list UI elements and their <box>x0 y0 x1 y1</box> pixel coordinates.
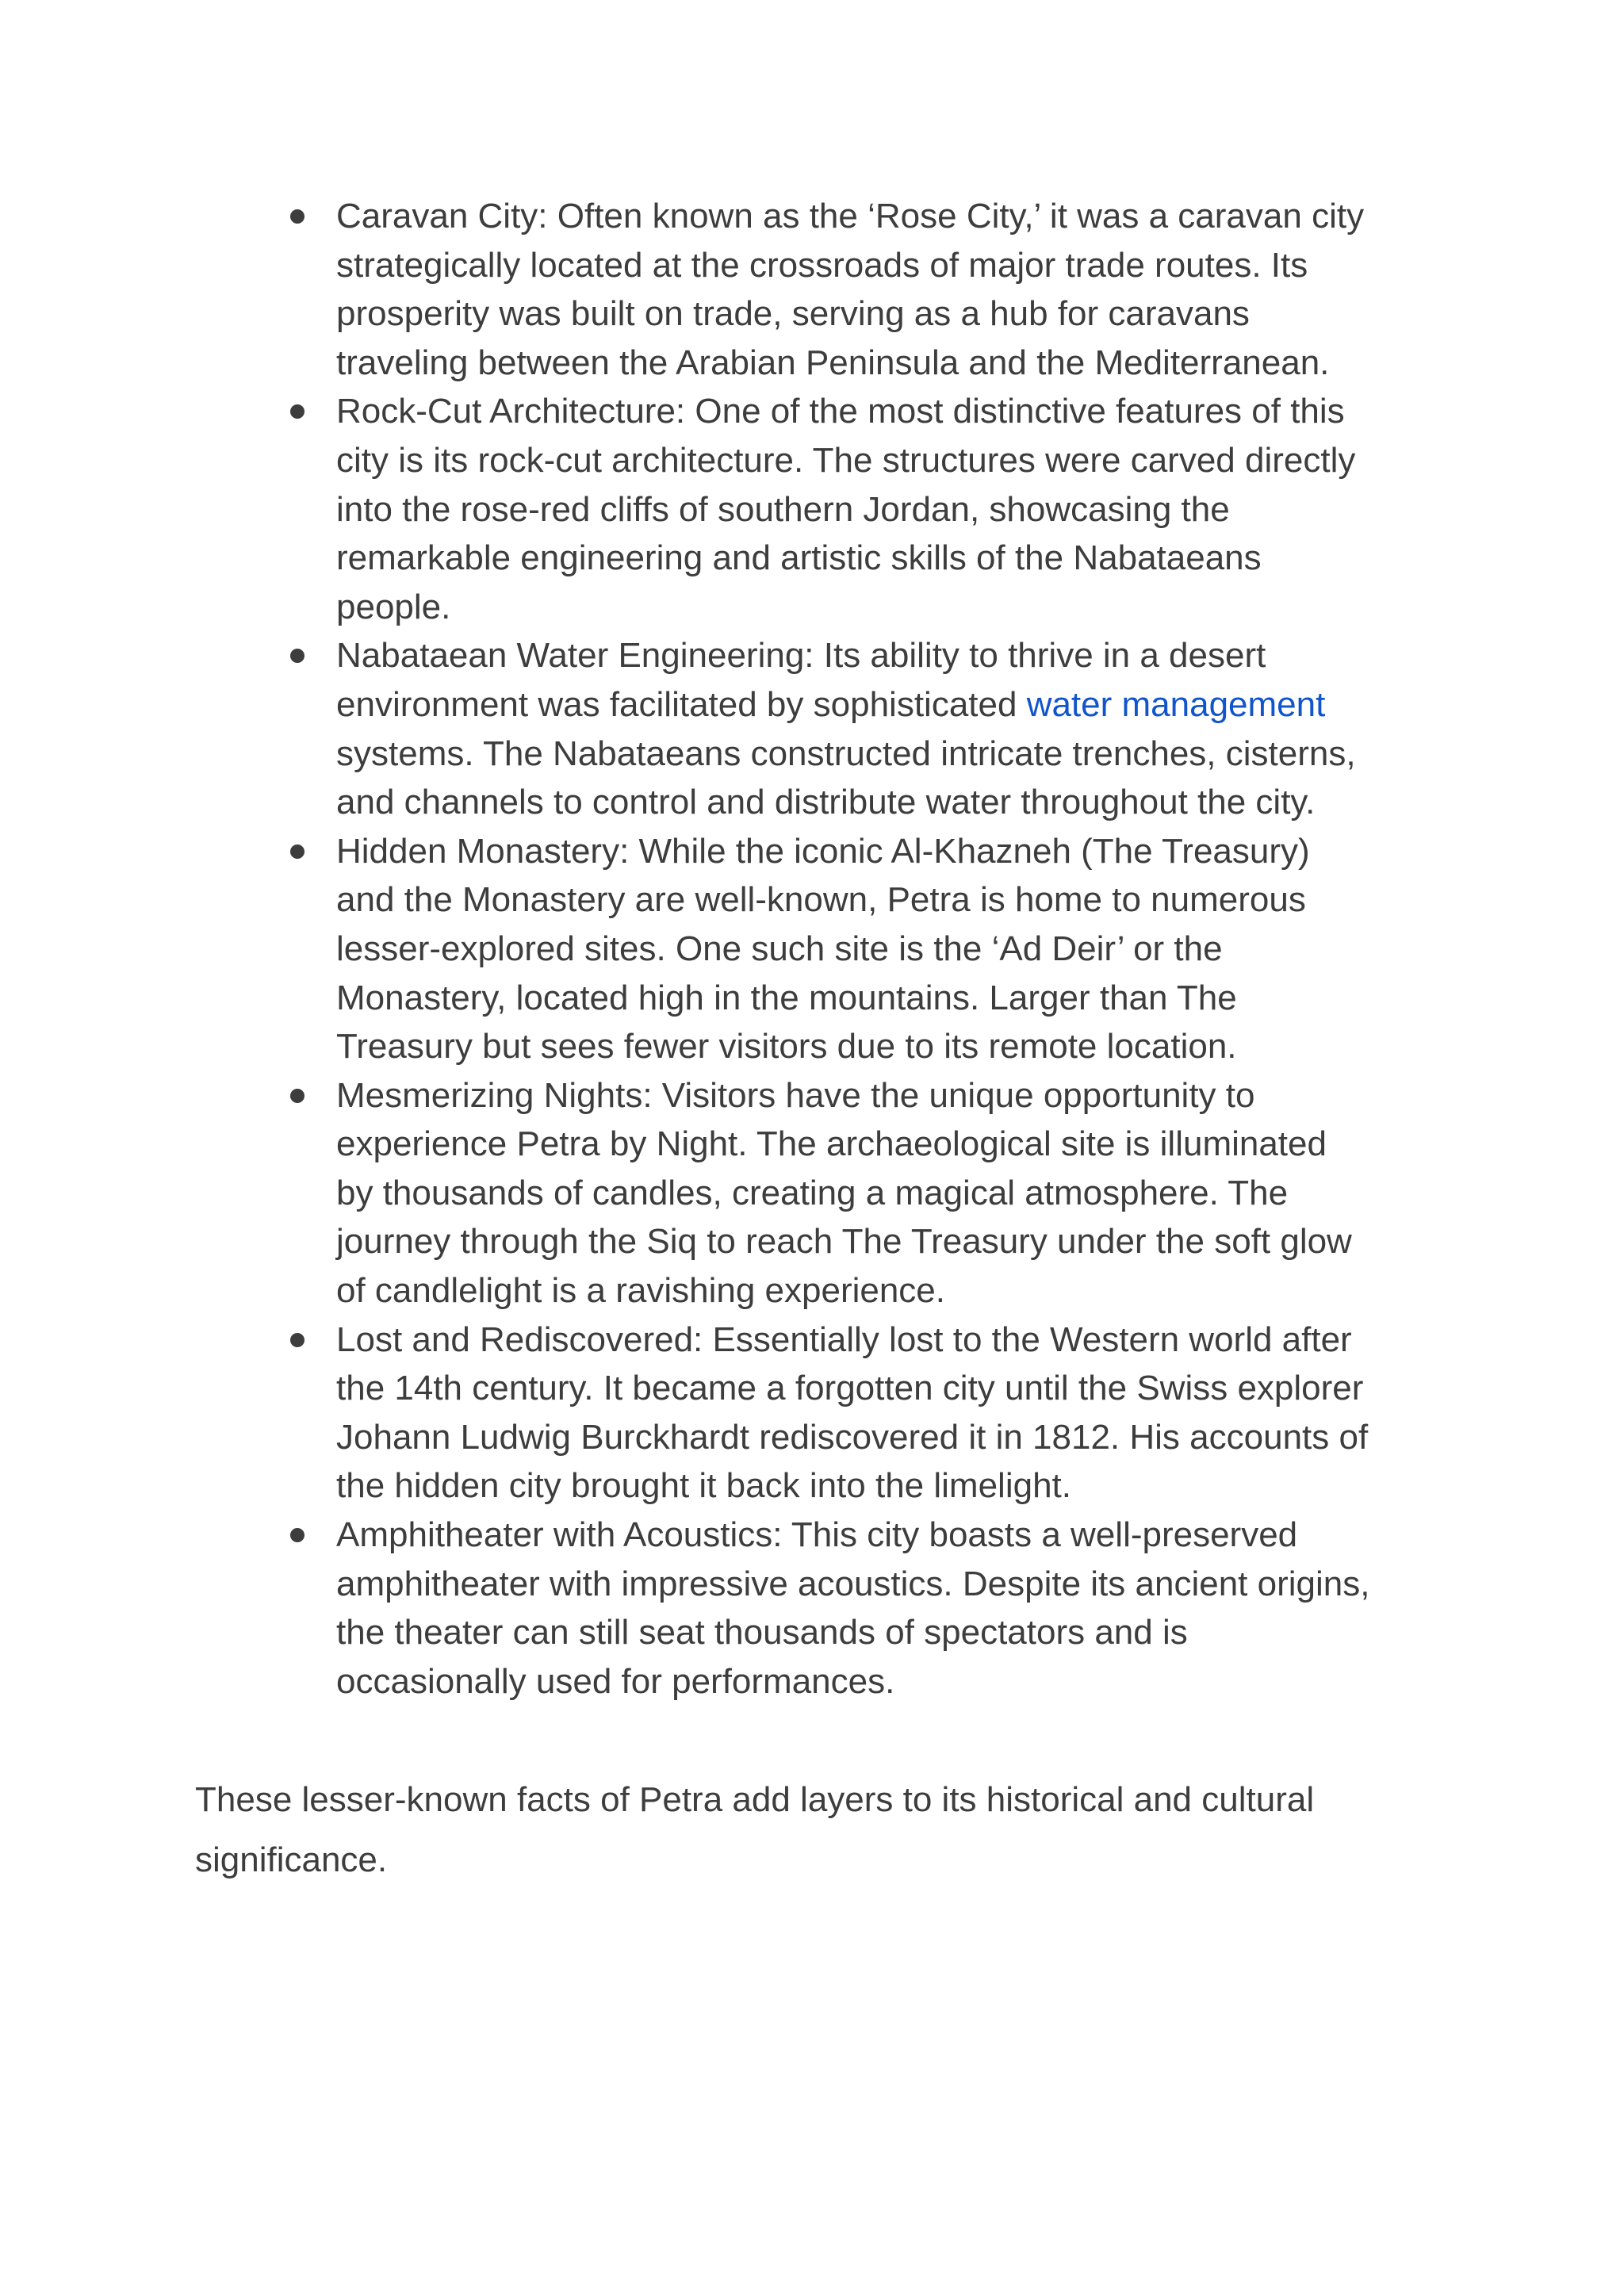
fact-line: Rock-Cut Architecture: One of the most distinctive features of this <box>336 392 1345 431</box>
fact-line: Monastery, located high in the mountains. Larger than The <box>336 978 1237 1017</box>
fact-amphitheater <box>285 1511 1443 1706</box>
fact-line: Nabataean Water Engineering: Its ability to thrive in a desert <box>336 636 1266 676</box>
water-management-link[interactable]: water management <box>1026 684 1326 724</box>
bullet-icon <box>290 1333 304 1347</box>
fact-line: amphitheater with impressive acoustics. Despite its ancient origins, <box>336 1564 1370 1603</box>
fact-line: strategically located at the crossroads of major trade routes. Its <box>336 245 1308 285</box>
fact-line: occasionally used for performances. <box>336 1661 895 1701</box>
fact-line: Lost and Rediscovered: Essentially lost to the Western world after <box>336 1319 1352 1359</box>
fact-line: the theater can still seat thousands of spectators and is <box>336 1613 1188 1653</box>
fact-hidden-monastery <box>285 827 1443 1071</box>
fact-line: Caravan City: Often known as the ‘Rose City,’ it was a caravan city <box>336 197 1365 236</box>
closing-line: These lesser-known facts of Petra add layers to its historical and cultural <box>195 1780 1315 1819</box>
fact-lost-and-rediscovered <box>285 1316 1443 1511</box>
fact-line: Hidden Monastery: While the iconic Al-Khazneh (The Treasury) <box>336 831 1310 871</box>
fact-line: journey through the Siq to reach The Treasury under the soft glow <box>336 1222 1352 1262</box>
fact-line: the hidden city brought it back into the limelight. <box>336 1466 1071 1506</box>
fact-line: lesser-explored sites. One such site is the ‘Ad Deir’ or the <box>336 929 1223 968</box>
petra-facts-list <box>285 192 1443 1706</box>
fact-rock-cut-architecture <box>285 387 1443 631</box>
fact-line: experience Petra by Night. The archaeological site is illuminated <box>336 1124 1327 1164</box>
closing-paragraph <box>195 1770 1432 1890</box>
fact-line: Mesmerizing Nights: Visitors have the unique opportunity to <box>336 1075 1255 1115</box>
bullet-icon <box>290 404 304 419</box>
fact-mesmerizing-nights <box>285 1071 1443 1316</box>
fact-line: traveling between the Arabian Peninsula and the Mediterranean. <box>336 343 1330 382</box>
bullet-icon <box>290 209 304 224</box>
fact-line: people. <box>336 587 451 626</box>
fact-line: Johann Ludwig Burckhardt rediscovered it in 1812. His accounts of <box>336 1417 1369 1457</box>
fact-water-engineering <box>285 631 1443 826</box>
fact-line: prosperity was built on trade, serving as a hub for caravans <box>336 294 1250 334</box>
fact-line: of candlelight is a ravishing experience. <box>336 1271 946 1311</box>
fact-line: Treasury but sees fewer visitors due to its remote location. <box>336 1027 1237 1067</box>
bullet-icon <box>290 1089 304 1103</box>
fact-line: Amphitheater with Acoustics: This city boasts a well-preserved <box>336 1515 1298 1555</box>
fact-line: and the Monastery are well-known, Petra is home to numerous <box>336 880 1306 920</box>
bullet-icon <box>290 649 304 663</box>
fact-line: by thousands of candles, creating a magical atmosphere. The <box>336 1173 1289 1212</box>
fact-line: systems. The Nabataeans constructed intricate trenches, cisterns, <box>336 733 1356 773</box>
fact-line: into the rose-red cliffs of southern Jordan, showcasing the <box>336 489 1230 529</box>
fact-text: environment was facilitated by sophisticated <box>336 684 1027 724</box>
fact-line: city is its rock-cut architecture. The structures were carved directly <box>336 440 1356 480</box>
fact-line: and channels to control and distribute water throughout the city. <box>336 783 1316 822</box>
fact-line: remarkable engineering and artistic skills of the Nabataeans <box>336 538 1262 578</box>
bullet-icon <box>290 1528 304 1542</box>
fact-caravan-city <box>285 192 1443 387</box>
bullet-icon <box>290 844 304 859</box>
closing-line: significance. <box>195 1840 388 1879</box>
fact-line: the 14th century. It became a forgotten city until the Swiss explorer <box>336 1369 1364 1408</box>
fact-line-with-link <box>336 680 1443 730</box>
